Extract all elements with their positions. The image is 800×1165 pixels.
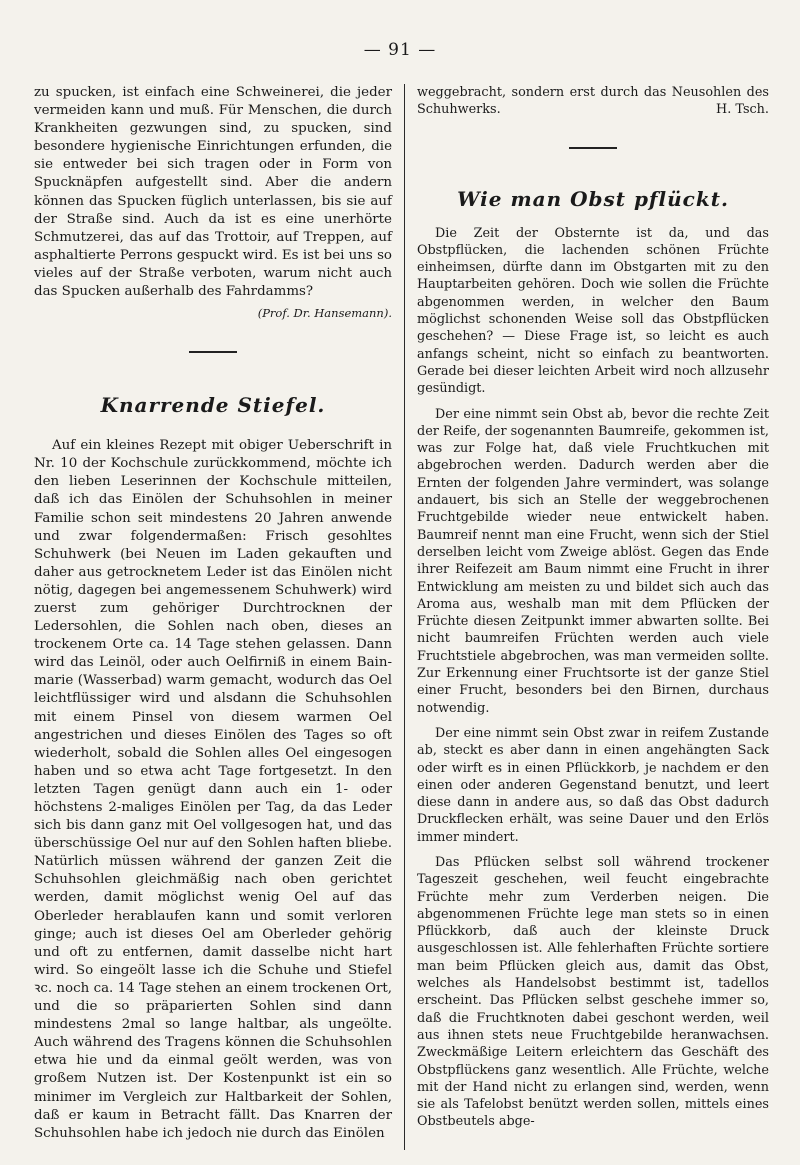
- article-title-obst-pflueckt: Wie man Obst pflückt.: [457, 186, 729, 211]
- continuation-text: weggebracht, sondern erst durch das Neusohlen des Schuhwerks.: [417, 85, 769, 118]
- left-column: [34, 84, 392, 1143]
- author-signature: H. Tsch.: [716, 102, 769, 118]
- right-column: [417, 84, 769, 1131]
- continuation-paragraph: [417, 84, 769, 119]
- article-paragraph: Der eine nimmt sein Obst zwar in reifem Zustande ab, steckt es aber dann in einen angehängten Sack oder wirft es in einen Pflückkorb, je nachdem er den einen oder anderen Gegenstand benutzt, und leert diese dann in andere aus, so daß das Obst dadurch Druckflecken erhält, was seine Dauer und den Erlös immer mindert.: [417, 725, 769, 845]
- source-citation: (Prof. Dr. Hansemann).: [257, 306, 392, 321]
- column-divider: [404, 84, 405, 1150]
- intro-paragraph: zu spucken, ist einfach eine Schweinerei, die jeder vermeiden kann und muß. Für Menschen, die durch Krankheiten gezwungen sind, zu spucken, sind besondere hygienische Einrichtungen erfunden, die sie entweder bei sich tragen oder in Form von Spucknäpfen aufgestellt sind. Aber die andern können das Spucken füglich unterlassen, bis sie auf der Straße sind. Auch da ist es eine unerhörte Schmutzerei, das auf das Trottoir, auf Treppen, auf asphaltierte Perrons gespuckt wird. Es ist bei uns so vieles auf der Straße verboten, warum nicht auch das Spucken außerhalb des Fahrdamms?: [34, 85, 392, 300]
- article-paragraph: Auf ein kleines Rezept mit obiger Ueberschrift in Nr. 10 der Kochschule zurückkommend, möchte ich den lieben Leserinnen der Kochschule mitteilen, daß ich das Einölen der Schuhsohlen in meiner Familie schon seit mindestens 20 Jahren anwende und zwar folgendermaßen: Frisch gesohltes Schuhwerk (bei Neuen im Laden gekauften und daher aus getrocknetem Leder ist das Einölen nicht nötig, dagegen bei angemessenem Schuhwerk) wird zuerst zum gehöriger Durchtrocknen der Ledersohlen, die Sohlen nach oben, dieses an trockenem Orte ca. 14 Tage stehen gelassen. Dann wird das Leinöl, oder auch Oelfirniß in einem Bain-marie (Wasserbad) warm gemacht, wodurch das Oel leichtflüssiger wird und alsdann die Schuhsohlen mit einem Pinsel von diesem warmen Oel angestrichen und dieses Einölen des Tages so oft wiederholt, sobald die Sohlen alles Oel eingesogen haben und so etwa acht Tage fortgesetzt. In den letzten Tagen genügt dann auch ein 1- oder höchstens 2-maliges Einölen per Tag, da das Leder sich bis dann ganz mit Oel vollgesogen hat, und das überschüssige Oel nur auf den Sohlen haften bliebe. Natürlich müssen während der ganzen Zeit die Schuhsohlen gleichmäßig nach oben gerichtet werden, damit möglichst wenig Oel auf das Oberleder herablaufen kann und somit verloren ginge; auch ist dieses Oel am Oberleder gehörig und oft zu entfernen, damit dasselbe nicht hart wird. So eingeölt lasse ich die Schuhe und Stiefel ꝛc. noch ca. 14 Tage stehen an einem trockenen Ort, und die so präparierten Sohlen sind dann mindestens 2mal so lange haltbar, als ungeölte. Auch während des Tragens können die Schuhsohlen etwa hie und da einmal geölt werden, was von großem Nutzen ist. Der Kostenpunkt ist ein so minimer im Vergleich zur Haltbarkeit der Sohlen, daß er kaum in Betracht fällt. Das Knarren der Schuhsohlen habe ich jedoch nie durch das Einölen: [34, 438, 392, 1141]
- article-title-knarrende-stiefel: Knarrende Stiefel.: [100, 393, 326, 418]
- article-paragraph: Die Zeit der Obsternte ist da, und das Obstpflücken, die lachenden schönen Früchte einheimsen, dürfte dann im Obstgarten mit zu den Hauptarbeiten gehören. Doch wie sollen die Früchte abgenommen werden, in welcher den Baum möglichst schonenden Weise soll das Obstpflücken geschehen? — Diese Frage ist, so leicht es auch anfangs scheint, nicht so einfach zu beantworten. Gerade bei dieser leichten Arbeit wird noch allzusehr gesündigt.: [417, 225, 769, 397]
- article-paragraph: Das Pflücken selbst soll während trockener Tageszeit geschehen, weil feucht eingebrachte Früchte mehr zum Verderben neigen. Die abgenommenen Früchte lege man stets so in einen Pflückkorb, daß auch der kleinste Druck ausgeschlossen ist. Alle fehlerhaften Früchte sortiere man beim Pflücken gleich aus, damit das Obst, welches als Handelsobst bestimmt ist, tadellos erscheint. Das Pflücken selbst geschehe immer so, daß die Fruchtknoten dabei geschont werden, weil aus ihnen stets neue Fruchtgebilde heranwachsen. Zweckmäßige Leitern erleichtern das Geschäft des Obstpflückens ganz wesentlich. Alle Früchte, welche mit der Hand nicht zu erlangen sind, werden, wenn sie als Tafelobst benützt werden sollen, mittels eines Obstbeutels abge-: [417, 854, 769, 1130]
- article-paragraph: Der eine nimmt sein Obst ab, bevor die rechte Zeit der Reife, der sogenannten Baumreife, gekommen ist, was zur Folge hat, daß viele Fruchtkuchen mit abgebrochen werden. Dadurch werden aber die Ernten der folgenden Jahre vermindert, was solange andauert, bis sich an Stelle der weggebrochenen Fruchtgebilde wieder neue entwickelt haben. Baumreif nennt man eine Frucht, wenn sich der Stiel derselben leicht vom Zweige ablöst. Gegen das Ende ihrer Reifezeit am Baum nimmt eine Frucht in ihrer Entwicklung am meisten zu und bildet sich auch das Aroma aus, weshalb man mit dem Pflücken der Früchte diesen Zeitpunkt immer abwarten sollte. Bei nicht baumreifen Früchten werden auch viele Fruchtstiele abgebrochen, was man vermeiden sollte. Zur Erkennung einer Fruchtsorte ist der ganze Stiel einer Frucht, besonders bei den Birnen, durchaus notwendig.: [417, 406, 769, 716]
- page-number: — 91 —: [363, 40, 437, 60]
